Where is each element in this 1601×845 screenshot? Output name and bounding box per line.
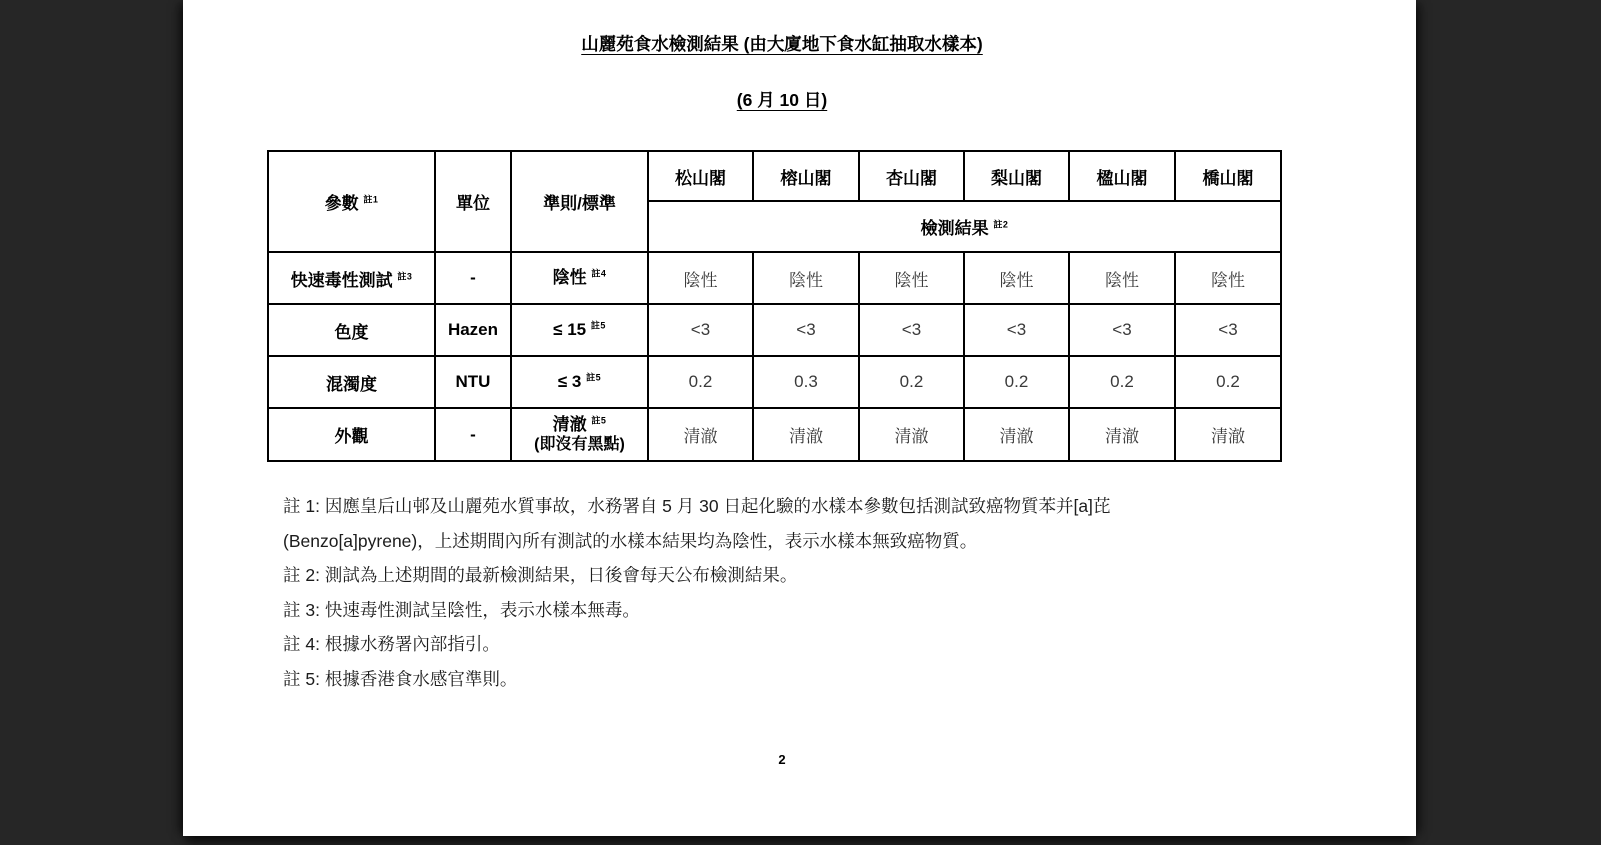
cell-result: 0.2 — [1069, 356, 1175, 408]
cell-result: 0.2 — [964, 356, 1069, 408]
cell-result: 清澈 — [1069, 408, 1175, 461]
footnotes — [283, 489, 1261, 696]
cell-result: 陰性 — [648, 252, 753, 304]
note-ref-5: 註5 — [590, 320, 606, 331]
col-header-building-5: 楹山閣 — [1069, 151, 1175, 201]
table-row-colour — [268, 304, 1281, 356]
cell-unit: - — [435, 252, 511, 304]
standard-label: 清澈 — [552, 415, 587, 434]
cell-standard — [511, 252, 648, 304]
standard-label: ≤ 15 — [553, 320, 587, 339]
cell-result: 陰性 — [1175, 252, 1281, 304]
cell-result: 0.3 — [753, 356, 859, 408]
page-title: 山麗苑食水檢測結果 (由大廈地下食水缸抽取水樣本) — [581, 34, 983, 54]
results-header-cell — [648, 201, 1281, 252]
standard-label: ≤ 3 — [557, 372, 582, 391]
parameter-header-label: 參數 — [324, 194, 359, 213]
table-row-appearance — [268, 408, 1281, 461]
parameter-label: 快速毒性測試 — [290, 270, 393, 290]
cell-result: 清澈 — [753, 408, 859, 461]
cell-result: <3 — [648, 304, 753, 356]
results-header-label: 檢測結果 — [920, 219, 989, 238]
cell-parameter — [268, 252, 435, 304]
footnote-4: 註 4: 根據水務署內部指引。 — [283, 634, 500, 654]
header-row-buildings — [268, 151, 1281, 201]
cell-result: <3 — [859, 304, 964, 356]
cell-result: <3 — [753, 304, 859, 356]
cell-unit: - — [435, 408, 511, 461]
document-page — [183, 0, 1416, 836]
cell-result: 清澈 — [964, 408, 1069, 461]
note-ref-1: 註1 — [363, 194, 379, 205]
note-ref-3: 註3 — [397, 270, 413, 281]
footnote-1: 註 1: 因應皇后山邨及山麗苑水質事故，水務署自 5 月 30 日起化驗的水樣本參數包括測試致癌物質苯并[a]芘 (Benzo[a]pyrene)，上述期間內所有測試的水樣本結果均為陰性，表示水樣本無致癌物質。 — [283, 496, 1111, 551]
note-ref-5: 註5 — [586, 372, 602, 383]
table-row-turbidity — [268, 356, 1281, 408]
note-ref-4: 註4 — [591, 268, 607, 279]
cell-unit: Hazen — [435, 304, 511, 356]
col-header-building-1: 松山閣 — [648, 151, 753, 201]
col-header-building-6: 橋山閣 — [1175, 151, 1281, 201]
cell-result: 陰性 — [1069, 252, 1175, 304]
page-subtitle: (6 月 10 日) — [736, 90, 828, 110]
cell-standard — [511, 408, 648, 461]
cell-result: 0.2 — [1175, 356, 1281, 408]
col-header-building-3: 杏山閣 — [859, 151, 964, 201]
cell-parameter: 色度 — [268, 304, 435, 356]
cell-standard — [511, 304, 648, 356]
standard-sub-label: (即沒有黑點) — [534, 436, 625, 453]
note-ref-2: 註2 — [993, 219, 1009, 230]
col-header-building-4: 梨山閣 — [964, 151, 1069, 201]
note-ref-5: 註5 — [591, 415, 607, 426]
cell-result: 清澈 — [859, 408, 964, 461]
cell-result: 清澈 — [648, 408, 753, 461]
cell-standard — [511, 356, 648, 408]
cell-result: 0.2 — [859, 356, 964, 408]
col-header-standard: 準則/標準 — [511, 151, 648, 252]
cell-result: <3 — [1069, 304, 1175, 356]
col-header-unit: 單位 — [435, 151, 511, 252]
cell-unit: NTU — [435, 356, 511, 408]
cell-result: 陰性 — [753, 252, 859, 304]
page-number: 2 — [778, 752, 786, 767]
cell-result: <3 — [964, 304, 1069, 356]
water-test-results-table — [267, 150, 1282, 462]
col-header-building-2: 榕山閣 — [753, 151, 859, 201]
cell-result: <3 — [1175, 304, 1281, 356]
standard-label: 陰性 — [552, 268, 587, 287]
footnote-2: 註 2: 測試為上述期間的最新檢測結果，日後會每天公布檢測結果。 — [283, 565, 798, 585]
footnote-5: 註 5: 根據香港食水感官準則。 — [283, 668, 518, 689]
cell-result: 陰性 — [859, 252, 964, 304]
col-header-parameter — [268, 151, 435, 252]
cell-parameter: 外觀 — [268, 408, 435, 461]
cell-parameter: 混濁度 — [268, 356, 435, 408]
footnote-3: 註 3: 快速毒性測試呈陰性，表示水樣本無毒。 — [283, 599, 640, 620]
table-row-toxicity — [268, 252, 1281, 304]
cell-result: 清澈 — [1175, 408, 1281, 461]
cell-result: 0.2 — [648, 356, 753, 408]
cell-result: 陰性 — [964, 252, 1069, 304]
